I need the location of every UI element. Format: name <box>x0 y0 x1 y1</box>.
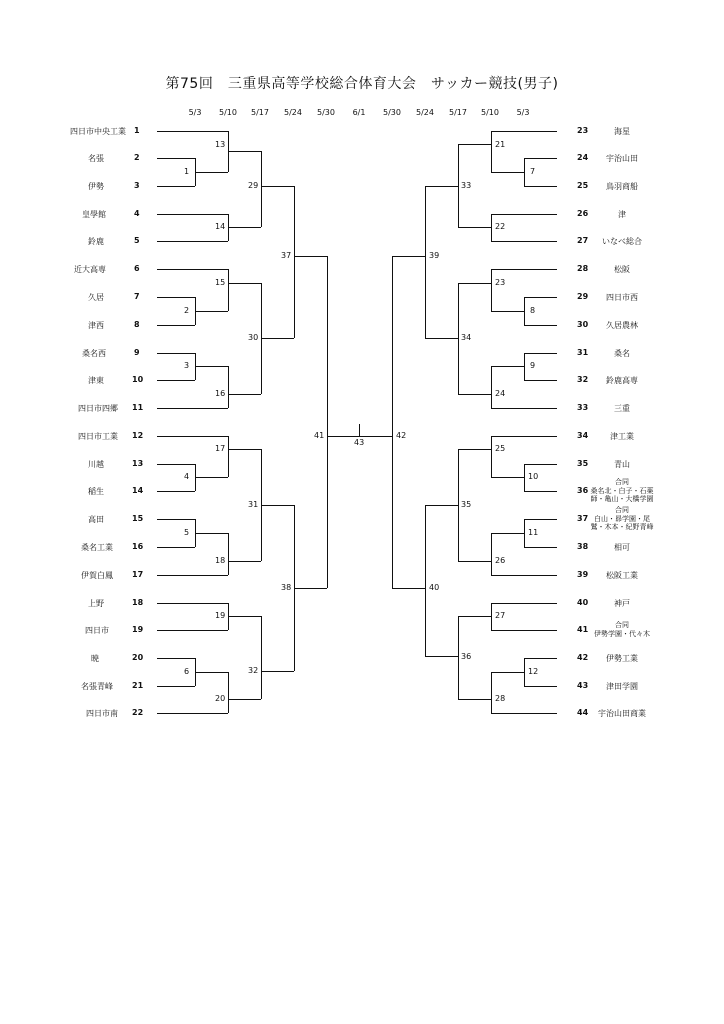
match-number: 32 <box>248 666 259 675</box>
team-number: 34 <box>577 431 589 440</box>
team-name: 海星 <box>614 127 630 136</box>
team-name: 津東 <box>88 376 104 385</box>
team-name: 名張 <box>88 154 104 163</box>
team-name: 青山 <box>614 460 630 469</box>
team-number: 23 <box>577 126 589 135</box>
team-name: 桑名西 <box>82 349 106 358</box>
match-number: 24 <box>495 389 506 398</box>
match-number: 27 <box>495 611 506 620</box>
team-number: 15 <box>132 514 144 523</box>
team-name: 宇治山田商業 <box>598 709 646 718</box>
team-name: 桑名 <box>614 349 630 358</box>
match-number: 4 <box>184 472 190 481</box>
team-number: 2 <box>134 153 140 162</box>
team-number: 19 <box>132 625 144 634</box>
team-number: 14 <box>132 486 144 495</box>
team-name: 鈴鹿高専 <box>606 376 638 385</box>
round-date: 5/3 <box>516 108 530 117</box>
team-name: いなべ総合 <box>602 237 642 246</box>
team-number: 8 <box>134 320 140 329</box>
team-name: 合同 <box>615 506 629 514</box>
team-number: 43 <box>577 681 589 690</box>
round-date: 5/17 <box>449 108 467 117</box>
team-number: 11 <box>132 403 144 412</box>
match-number: 5 <box>184 528 190 537</box>
team-name: 四日市 <box>85 626 109 635</box>
team-number: 32 <box>577 375 589 384</box>
match-number: 3 <box>184 361 190 370</box>
team-name: 稲生 <box>88 487 104 496</box>
team-name: 松阪工業 <box>606 571 638 580</box>
match-number: 29 <box>248 181 259 190</box>
round-date: 5/3 <box>188 108 202 117</box>
match-number: 34 <box>461 333 472 342</box>
team-name-line: 伊勢学園・代々木 <box>594 630 650 638</box>
match-number: 38 <box>281 583 292 592</box>
team-name: 上野 <box>88 599 104 608</box>
round-date: 5/24 <box>416 108 434 117</box>
team-name: 川越 <box>88 460 104 469</box>
team-name: 神戸 <box>614 599 630 608</box>
team-number: 24 <box>577 153 589 162</box>
team-name: 四日市中央工業 <box>70 127 126 136</box>
match-number: 40 <box>429 583 440 592</box>
team-number: 37 <box>577 514 589 523</box>
match-number: 12 <box>528 667 539 676</box>
team-number: 22 <box>132 708 144 717</box>
team-name-line: 白山・昴学園・尾 <box>594 515 650 523</box>
team-number: 10 <box>132 375 144 384</box>
team-name: 三重 <box>614 404 630 413</box>
match-number: 21 <box>495 140 506 149</box>
team-name: 相可 <box>614 543 630 552</box>
round-date: 6/1 <box>352 108 366 117</box>
team-number: 6 <box>134 264 140 273</box>
match-number: 14 <box>215 222 226 231</box>
team-number: 36 <box>577 486 589 495</box>
team-name: 宇治山田 <box>606 154 638 163</box>
team-number: 29 <box>577 292 589 301</box>
team-number: 28 <box>577 264 589 273</box>
team-name-line: 師・亀山・大橋学園 <box>590 495 654 503</box>
team-number: 18 <box>132 598 144 607</box>
match-number: 20 <box>215 694 226 703</box>
match-number: 15 <box>215 278 226 287</box>
team-name: 四日市四郷 <box>78 404 118 413</box>
match-number: 22 <box>495 222 506 231</box>
team-number: 16 <box>132 542 144 551</box>
round-date: 5/24 <box>284 108 302 117</box>
team-number: 5 <box>134 236 140 245</box>
team-number: 7 <box>134 292 140 301</box>
team-name: 合同 <box>615 621 629 629</box>
team-number: 42 <box>577 653 589 662</box>
team-name: 合同 <box>615 478 629 486</box>
round-date: 5/30 <box>317 108 335 117</box>
team-name: 伊勢工業 <box>606 654 638 663</box>
match-number: 23 <box>495 278 506 287</box>
round-date: 5/30 <box>383 108 401 117</box>
round-date: 5/10 <box>481 108 499 117</box>
team-number: 12 <box>132 431 144 440</box>
match-number: 41 <box>314 431 325 440</box>
team-name: 四日市西 <box>606 293 638 302</box>
team-name: 久居 <box>88 293 104 302</box>
match-number: 31 <box>248 500 259 509</box>
match-number: 11 <box>528 528 539 537</box>
match-number: 43 <box>354 438 365 447</box>
match-number: 39 <box>429 251 440 260</box>
team-name: 名張青峰 <box>81 682 113 691</box>
team-name: 津西 <box>88 321 104 330</box>
team-number: 41 <box>577 625 589 634</box>
match-number: 42 <box>396 431 407 440</box>
team-number: 27 <box>577 236 589 245</box>
team-name: 松阪 <box>614 265 630 274</box>
team-number: 9 <box>134 348 140 357</box>
match-number: 16 <box>215 389 226 398</box>
team-name: 鈴鹿 <box>88 237 104 246</box>
team-name: 津 <box>618 210 626 219</box>
team-number: 26 <box>577 209 589 218</box>
match-number: 30 <box>248 333 259 342</box>
round-date: 5/17 <box>251 108 269 117</box>
team-number: 31 <box>577 348 589 357</box>
team-name: 津田学園 <box>606 682 638 691</box>
match-number: 10 <box>528 472 539 481</box>
team-name: 津工業 <box>610 432 634 441</box>
team-name: 伊賀白鳳 <box>81 571 113 580</box>
team-number: 13 <box>132 459 144 468</box>
team-number: 17 <box>132 570 144 579</box>
team-number: 4 <box>134 209 140 218</box>
match-number: 28 <box>495 694 506 703</box>
team-name-line: 鷲・木本・紀野青峰 <box>590 523 654 531</box>
round-date: 5/10 <box>219 108 237 117</box>
match-number: 18 <box>215 556 226 565</box>
team-number: 1 <box>134 126 140 135</box>
team-name: 暁 <box>91 654 99 663</box>
page-title: 第75回 三重県高等学校総合体育大会 サッカー競技(男子) <box>165 76 559 92</box>
team-name: 皇學館 <box>82 210 106 219</box>
match-number: 9 <box>530 361 536 370</box>
match-number: 33 <box>461 181 472 190</box>
team-name: 伊勢 <box>88 182 104 191</box>
team-number: 33 <box>577 403 589 412</box>
team-number: 40 <box>577 598 589 607</box>
match-number: 26 <box>495 556 506 565</box>
team-name: 久居農林 <box>606 321 638 330</box>
team-number: 3 <box>134 181 140 190</box>
match-number: 13 <box>215 140 226 149</box>
team-name-line: 桑名北・白子・石薬 <box>590 487 654 495</box>
match-number: 19 <box>215 611 226 620</box>
team-number: 44 <box>577 708 589 717</box>
team-number: 30 <box>577 320 589 329</box>
team-number: 39 <box>577 570 589 579</box>
team-name: 四日市南 <box>86 709 118 718</box>
match-number: 17 <box>215 444 226 453</box>
team-name: 鳥羽商船 <box>606 182 638 191</box>
team-name: 桑名工業 <box>81 543 113 552</box>
team-name: 高田 <box>88 515 104 524</box>
team-number: 20 <box>132 653 144 662</box>
team-number: 35 <box>577 459 589 468</box>
team-name: 近大高専 <box>74 265 106 274</box>
match-number: 35 <box>461 500 472 509</box>
team-name: 四日市工業 <box>78 432 118 441</box>
match-number: 7 <box>530 167 536 176</box>
match-number: 2 <box>184 306 190 315</box>
match-number: 1 <box>184 167 190 176</box>
match-number: 6 <box>184 667 190 676</box>
team-number: 38 <box>577 542 589 551</box>
match-number: 25 <box>495 444 506 453</box>
match-number: 8 <box>530 306 536 315</box>
team-number: 25 <box>577 181 589 190</box>
team-number: 21 <box>132 681 144 690</box>
match-number: 37 <box>281 251 292 260</box>
match-number: 36 <box>461 652 472 661</box>
